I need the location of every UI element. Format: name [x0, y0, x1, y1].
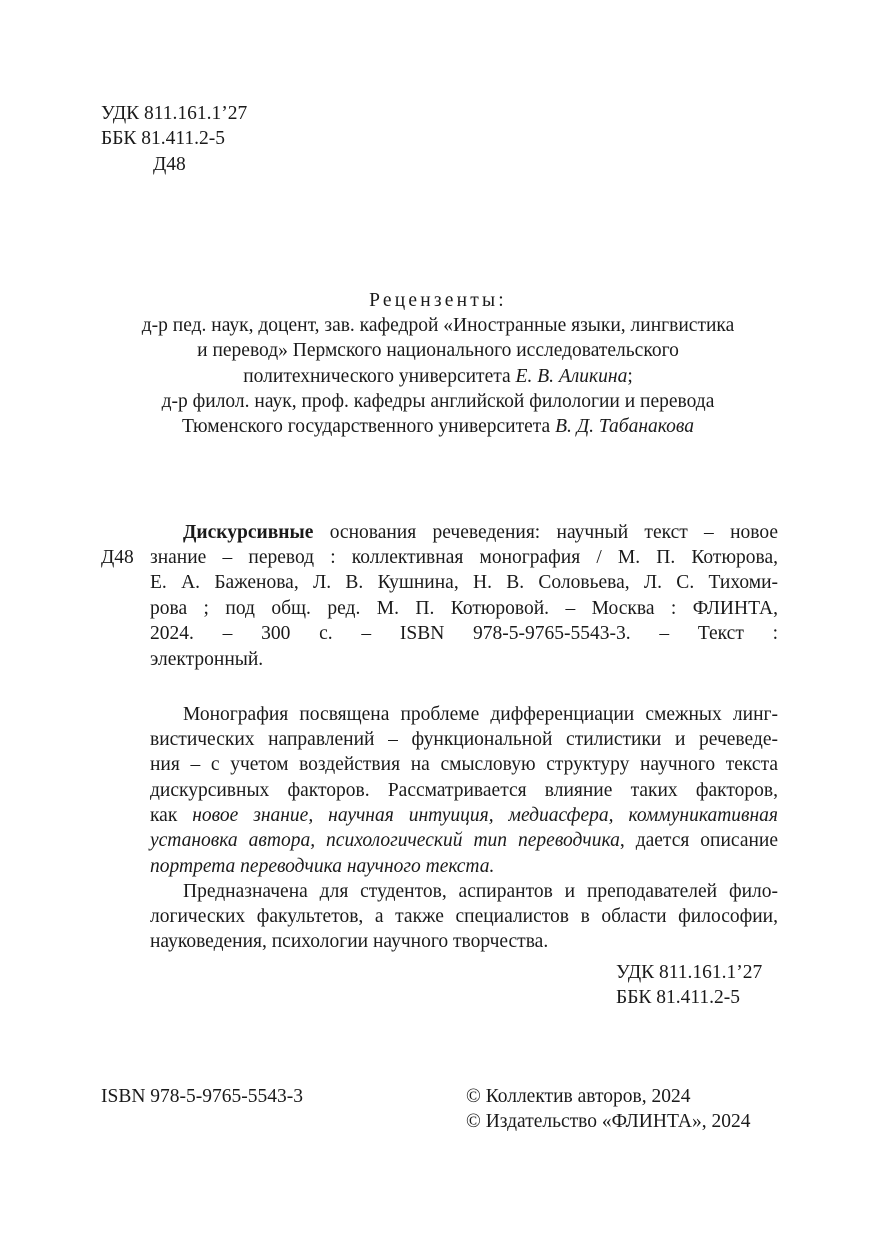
bib-line-3: Е. А. Баженова, Л. В. Кушнина, Н. В. Соловьева, Л. С. Тихоми-: [150, 572, 778, 593]
bottom-bbk-code: ББК 81.411.2-5: [616, 987, 741, 1008]
bib-line-1: Дискурсивные основания речеведения: научный текст – новое: [183, 522, 778, 543]
bib-line-2: знание – перевод : коллективная монография / М. П. Котюрова,: [150, 547, 778, 568]
udk-code: УДК 811.161.1’27: [101, 103, 248, 124]
bib-line-5: 2024. – 300 с. – ISBN 978-5-9765-5543-3. – Текст :: [150, 623, 778, 644]
bbk-code: ББК 81.411.2-5: [101, 128, 226, 149]
purpose-line-1: Предназначена для студентов, аспирантов и преподавателей фило-: [183, 881, 778, 902]
reviewer-line-1: д-р пед. наук, доцент, зав. кафедрой «Иностранные языки, лингвистика: [141, 315, 735, 336]
purpose-line-2: логических факультетов, а также специалистов в области философии,: [150, 906, 778, 927]
abstract-line-1: Монография посвящена проблеме дифференциации смежных линг-: [183, 704, 778, 725]
reviewer-name-2: В. Д. Табанакова: [555, 416, 694, 437]
reviewer-line-5: Тюменского государственного университета В. Д. Табанакова: [182, 416, 694, 437]
copyright-authors: © Коллектив авторов, 2024: [466, 1086, 691, 1107]
purpose-line-3: науковедения, психологии научного творчества.: [150, 931, 549, 952]
abstract-line-5: как новое знание, научная интуиция, медиасфера, коммуникативная: [150, 805, 778, 826]
bib-line-4: рова ; под общ. ред. М. П. Котюровой. – Москва : ФЛИНТА,: [150, 598, 778, 619]
author-mark: Д48: [153, 154, 186, 175]
abstract-line-4: дискурсивных факторов. Рассматривается влияние таких факторов,: [150, 780, 778, 801]
reviewer-line-3: политехнического университета Е. В. Аликина;: [243, 366, 633, 387]
bottom-udk-code: УДК 811.161.1’27: [616, 962, 763, 983]
bib-author-mark: Д48: [101, 547, 134, 568]
bib-title-bold: Дискурсивные: [183, 522, 314, 543]
reviewers-heading: Рецензенты:: [369, 290, 507, 311]
reviewer-line-2: и перевод» Пермского национального исследовательского: [197, 340, 679, 361]
isbn: ISBN 978-5-9765-5543-3: [101, 1086, 304, 1107]
abstract-line-6: установка автора, психологический тип переводчика, дается описание: [150, 830, 779, 851]
reviewer-name-1: Е. В. Аликина: [515, 366, 628, 387]
abstract-line-7: портрета переводчика научного текста.: [150, 856, 495, 877]
copyright-publisher: © Издательство «ФЛИНТА», 2024: [466, 1111, 751, 1132]
abstract-line-2: вистических направлений – функциональной стилистики и речеведе-: [150, 729, 778, 750]
abstract-line-3: ния – с учетом воздействия на смысловую структуру научного текста: [150, 754, 778, 775]
bib-line-6: электронный.: [150, 649, 264, 670]
reviewer-line-4: д-р филол. наук, проф. кафедры английской филологии и перевода: [161, 391, 715, 412]
